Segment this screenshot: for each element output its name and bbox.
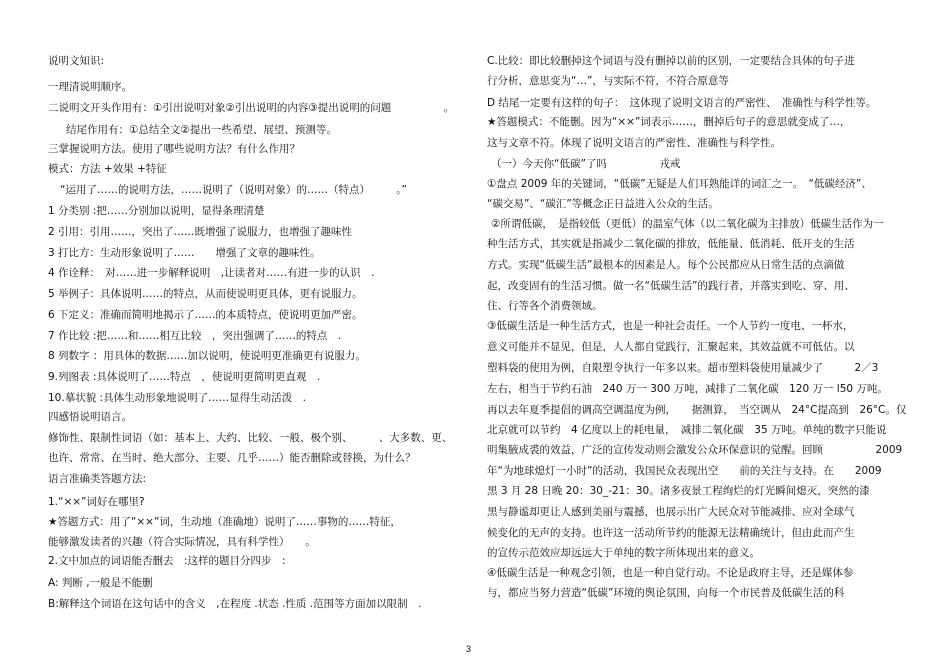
left-text-line: 模式：方法 +效果 +特征: [48, 163, 167, 175]
left-text-line: 2.文中加点的词语能否删去 :这样的题目分四步 :: [48, 555, 286, 567]
left-text-line: 7 作比较 :把……和……相互比较 ，突出强调了……的特点 .: [48, 330, 342, 342]
left-text-line: 2 引用：引用……，突出了……既增强了说服力，也增强了趣味性: [48, 226, 353, 238]
right-text-line: “碳交易”、“碳汇”等概念正日益进入公众的生活。: [487, 198, 719, 210]
left-text-line: 二说明文开头作用有：①引出说明对象②引出说明的内容③提出说明的问题 。: [48, 102, 455, 114]
left-text-line: 说明文知识:: [48, 55, 105, 67]
right-text-line: 的宣传示范效应却远远大于单纯的数字所体现出来的意义。: [487, 547, 760, 559]
left-text-line: 三掌握说明方法。使用了哪些说明方法？有什么作用？: [48, 143, 300, 155]
right-text-line: C.比较：即比较删掉这个词语与没有删掉以前的区别，一定要结合具体的句子进: [487, 55, 855, 67]
left-text-line: 4 作诠释： 对……进一步解释说明 ,让读者对……有进一步的认识 .: [48, 267, 375, 279]
right-text-line: 年“为地球熄灯一小时”的活动，我国民众表现出空 前的关注与支持。在 2009: [487, 465, 882, 477]
left-text-line: B:解释这个词语在这句话中的含义 ,在程度 .状态 .性质 .范围等方面加以限制 .: [48, 598, 422, 610]
right-text-line: 黑 3 月 28 日晚 20：30_-21：30。诸多夜景工程绚烂的灯光瞬间熄灭，突然的漆: [487, 485, 870, 497]
left-text-line: 一理清说明顺序。: [48, 81, 132, 93]
right-text-line: 北京就可以节约 4 亿度以上的耗电量， 减排二氧化碳 35 万吨。单纯的数字只能说: [487, 424, 887, 436]
right-text-line: 行分析，意思变为“…”，与实际不符，不符合原意等: [487, 75, 729, 87]
right-text-line: 方式。实现“低碳生活”最根本的因素是人。每个公民都应从日常生活的点滴做: [487, 259, 845, 271]
right-text-line: （一）今天你“低碳”了吗 戎戒: [491, 158, 681, 170]
right-text-line: 候变化的无声的支持。也许这一活动所节约的能源无法精确统计，但由此而产生: [487, 527, 855, 539]
left-text-line: 8 列数字 ：用具体的数据……加以说明，使说明更准确更有说服力。: [48, 350, 366, 362]
right-text-line: 种生活方式，其实就是指减少二氧化碳的排放，低能量、低消耗、低开支的生活: [487, 238, 855, 250]
left-text-line: 能够激发读者的兴趣（符合实际情况，具有科学性） 。: [48, 536, 316, 548]
right-text-line: 明集腋成裘的效益，广泛的宣传发动则会激发公众环保意识的觉醒。回顾 2009: [487, 444, 903, 456]
left-text-line: 9.列图表 :具体说明了……特点 ，使说明更简明更直观 .: [48, 371, 321, 383]
left-text-line: 1 分类别 :把……分别加以说明，显得条理清楚: [48, 205, 265, 217]
right-text-line: 黑与静谧却更让人感到美丽与震撼，也展示出广大民众对节能减排、应对全球气: [487, 506, 855, 518]
left-text-line: A: 判断 ,一般是不能删: [48, 577, 153, 589]
page-number: 3: [466, 644, 472, 654]
left-text-line: 结尾作用有：①总结全文②提出一些希望、展望、预测等。: [66, 124, 337, 136]
right-text-line: 住、行等各个消费领域。: [487, 300, 603, 312]
left-text-line: 四感悟说明语言。: [48, 411, 132, 423]
left-text-line: 5 举例子：具体说明……的特点，从而使说明更具体，更有说服力。: [48, 288, 363, 300]
left-text-line: ★答题方式：用了“××”词，生动地（准确地）说明了……事物的……特征，: [48, 516, 401, 528]
right-text-line: 意义可能并不显见，但是，人人都自觉践行，汇聚起来，其效益就不可低估。以: [487, 341, 855, 353]
left-text-line: 也许、常常、在当时、绝大部分、主要、几乎……）能否删除或替换，为什么？: [48, 452, 416, 464]
right-text-line: ③低碳生活是一种生活方式，也是一种社会责任。一个人节约一度电、一杯水，: [487, 320, 854, 332]
right-text-line: ④低碳生活是一种观念引领，也是一种自觉行动。不论是政府主导，还是媒体参: [487, 567, 854, 579]
right-text-line: ②所谓低碳， 是指较低（更低）的温室气体（以二氧化碳为主排放）低碳生活作为一: [491, 218, 884, 230]
left-text-line: 3 打比方：生动形象说明了…… 增强了文章的趣味性。: [48, 247, 321, 259]
right-text-line: 这与文章不符。体现了说明文语言的严密性、准确性与科学性。: [487, 137, 781, 149]
right-text-line: 再以去年夏季提倡的调高空调温度为例， 据测算， 当空调从 24°C提高到 26°C。仅: [487, 404, 907, 416]
right-text-line: 左右，相当于节约石油 240 万一 300 万吨，减排了二氧化碳 120 万一 l50 万吨。: [487, 383, 888, 395]
right-text-line: D 结尾一定要有这样的句子： 这体现了说明文语言的严密性、 准确性与科学性等。: [487, 97, 877, 109]
right-text-line: 起，改变固有的生活习惯。做一名“低碳生活”的践行者，并落实到吃、穿、用、: [487, 280, 855, 292]
right-text-line: 塑料袋的使用为例，自限塑令执行一年多以来。超市塑料袋使用量减少了 2／3: [487, 362, 879, 374]
right-text-line: ★答题模式：不能删。因为“××”词表示……，删掉后句子的意思就变成了…，: [487, 116, 851, 128]
right-text-line: 与，都应当努力营造“低碳”环境的舆论氛围，向每一个市民普及低碳生活的科: [487, 587, 845, 599]
right-text-line: ①盘点 2009 年的关键词，“低碳”无疑是人们耳熟能详的词汇之一。 “低碳经济”、: [487, 178, 872, 190]
left-text-line: 语言准确类答题方法:: [48, 473, 147, 485]
left-text-line: “运用了……的说明方法，……说明了（说明对象）的……（特点） 。”: [60, 184, 407, 196]
left-text-line: 修饰性、限制性词语（如：基本上、大约、比较、一般、极个别、 、大多数、更、: [48, 432, 453, 444]
left-text-line: 1.“××”词好在哪里?: [48, 496, 145, 508]
left-text-line: 10.摹状貌 :具体生动形象地说明了……显得生动活泼 .: [48, 392, 306, 404]
left-text-line: 6 下定义：准确而简明地揭示了……的本质特点，使说明更加严密。: [48, 309, 363, 321]
